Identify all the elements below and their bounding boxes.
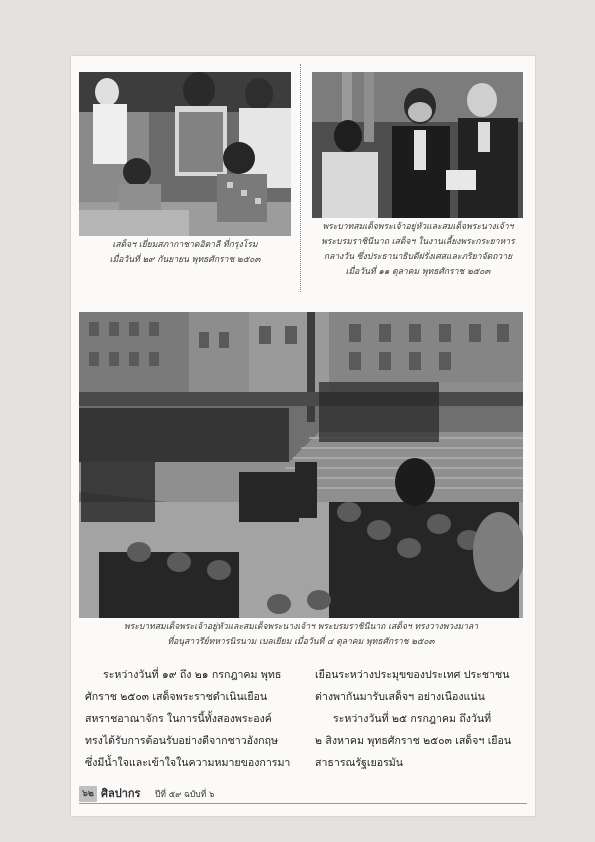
magazine-name: ศิลปากร — [101, 787, 141, 800]
caption-wreath-ceremony — [75, 620, 527, 650]
caption-line: กลางวัน ซึ่งประธานาธิบดีฝรั่งเศสและภริยาจัดถวาย — [323, 252, 513, 262]
caption-luncheon — [307, 220, 529, 280]
photo-red-cross-visit — [79, 72, 291, 236]
body-line: ระหว่างวันที่ ๑๙ ถึง ๒๑ กรกฎาคม พุทธ — [103, 669, 282, 681]
caption-line: เมื่อวันที่ ๑๑ ตุลาคม พุทธศักราช ๒๕๐๓ — [345, 267, 491, 277]
caption-line: ที่อนุสาวรีย์ทหารนิรนาม เบลเยียม เมื่อวันที่ ๔ ตุลาคม พุทธศักราช ๒๕๐๓ — [167, 637, 435, 647]
caption-red-cross — [79, 238, 291, 268]
issue-info: ปีที่ ๕๙ ฉบับที่ ๖ — [155, 790, 215, 800]
caption-line: พระบาทสมเด็จพระเจ้าอยู่หัวและสมเด็จพระนางเจ้าฯ พระบรมราชินีนาถ เสด็จฯ ทรงวางพวงมาลา — [123, 622, 479, 632]
magazine-page — [71, 56, 535, 816]
caption-line: พระบาทสมเด็จพระเจ้าอยู่หัวและสมเด็จพระนางเจ้าฯ — [322, 222, 514, 232]
body-line: สาธารณรัฐเยอรมัน — [315, 757, 403, 769]
body-line: สหราชอาณาจักร ในการนี้ทั้งสองพระองค์ — [85, 713, 272, 725]
caption-line: เมื่อวันที่ ๒๙ กันยายน พุทธศักราช ๒๕๐๓ — [109, 255, 261, 265]
page-number: ๖๒ — [79, 786, 97, 802]
body-line: ซึ่งมีน้ำใจและเข้าใจในความหมายของการมา — [85, 757, 291, 769]
body-line: ต่างพากันมารับเสด็จฯ อย่างเนืองแน่น — [315, 691, 485, 703]
column-divider — [300, 64, 301, 292]
body-line: ศักราช ๒๕๐๓ เสด็จพระราชดำเนินเยือน — [85, 691, 268, 703]
photo-wreath-ceremony-belgium — [79, 312, 523, 618]
body-line: เยือนระหว่างประมุขของประเทศ ประชาชน — [315, 669, 510, 681]
body-line: ระหว่างวันที่ ๒๕ กรกฎาคม ถึงวันที่ — [333, 713, 492, 725]
body-text-right — [315, 664, 529, 774]
caption-line: พระบรมราชินีนาถ เสด็จฯ ในงานเลี้ยงพระกระยาหาร — [321, 237, 515, 247]
photo-luncheon-france — [312, 72, 523, 218]
page-footer — [79, 784, 527, 806]
body-line: ทรงได้รับการต้อนรับอย่างดีจากชาวอังกฤษ — [85, 735, 278, 747]
body-line: ๒ สิงหาคม พุทธศักราช ๒๕๐๓ เสด็จฯ เยือน — [315, 735, 512, 747]
body-text-left — [85, 664, 299, 774]
footer-rule — [79, 803, 527, 804]
caption-line: เสด็จฯ เยี่ยมสภากาชาดอิตาลี ที่กรุงโรม — [112, 240, 258, 250]
